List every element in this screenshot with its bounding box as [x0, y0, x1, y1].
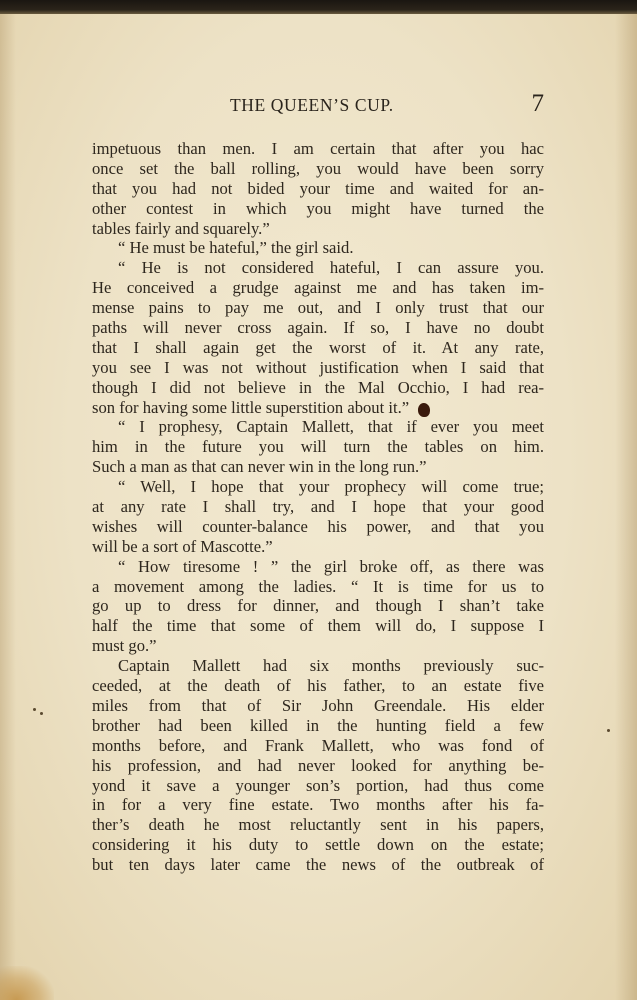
text-line: other contest in which you might have turned the [92, 198, 544, 218]
running-head: THE QUEEN’S CUP. [230, 95, 394, 115]
paper-speck [40, 712, 43, 715]
ink-blot [418, 403, 430, 417]
corner-stain [0, 966, 54, 1000]
text-line: at any rate I shall try, and I hope that your good [92, 497, 544, 517]
page-left-shadow [0, 14, 16, 1000]
text-line: in for a very fine estate. Two months after his fa- [92, 795, 544, 815]
text-line: “ He is not considered hateful, I can assure you. [118, 258, 544, 278]
text-line: his profession, and had never looked for anything be- [92, 755, 544, 775]
text-line: mense pains to pay me out, and I only trust that our [92, 298, 544, 318]
text-line: considering it his duty to settle down on the estate; [92, 835, 544, 855]
text-line: that you had not bided your time and waited for an- [92, 178, 544, 198]
text-line: “ I prophesy, Captain Mallett, that if ever you meet [118, 417, 544, 437]
text-line: but ten days later came the news of the outbreak of [92, 855, 544, 875]
text-line: must go.” [92, 636, 157, 656]
text-line: though I did not believe in the Mal Occhio, I had rea- [92, 377, 544, 397]
text-line: you see I was not without justification when I said that [92, 357, 544, 377]
text-line: ther’s death he most reluctantly sent in his papers, [92, 815, 544, 835]
text-line: “ Well, I hope that your prophecy will come true; [118, 477, 544, 497]
paper-speck [607, 729, 610, 732]
page-right-shadow [615, 14, 637, 1000]
page-number: 7 [531, 90, 544, 117]
text-line: impetuous than men. I am certain that after you hac [92, 139, 544, 158]
paper-speck [33, 708, 36, 711]
body-text [92, 139, 544, 875]
page-header [90, 92, 546, 122]
text-line: a movement among the ladies. “ It is time for us to [92, 576, 544, 596]
text-line: go up to dress for dinner, and though I shan’t take [92, 596, 544, 616]
text-line: son for having some little superstition about it.” [92, 397, 410, 417]
text-line: yond it save a younger son’s portion, had thus come [92, 775, 544, 795]
text-line: paths will never cross again. If so, I have no doubt [92, 318, 544, 338]
text-line: brother had been killed in the hunting field a few [92, 715, 544, 735]
text-line: tables fairly and squarely.” [92, 218, 270, 238]
text-line: that I shall again get the worst of it. At any rate, [92, 337, 544, 357]
page-top-edge [0, 0, 637, 14]
text-line: “ How tiresome ! ” the girl broke off, as there was [118, 556, 544, 576]
text-line: miles from that of Sir John Greendale. His elder [92, 695, 544, 715]
text-line: will be a sort of Mascotte.” [92, 536, 273, 556]
text-line: him in the future you will turn the tables on him. [92, 437, 544, 457]
text-line: Such a man as that can never win in the long run.” [92, 457, 427, 477]
text-line: Captain Mallett had six months previously suc- [118, 656, 544, 676]
text-line: half the time that some of them will do, I suppose I [92, 616, 544, 636]
text-line: once set the ball rolling, you would have been sorry [92, 158, 544, 178]
text-line: wishes will counter-balance his power, and that you [92, 516, 544, 536]
text-line: months before, and Frank Mallett, who was fond of [92, 735, 544, 755]
text-line: “ He must be hateful,” the girl said. [118, 238, 354, 258]
text-line: ceeded, at the death of his father, to an estate five [92, 676, 544, 696]
text-line: He conceived a grudge against me and has taken im- [92, 278, 544, 298]
